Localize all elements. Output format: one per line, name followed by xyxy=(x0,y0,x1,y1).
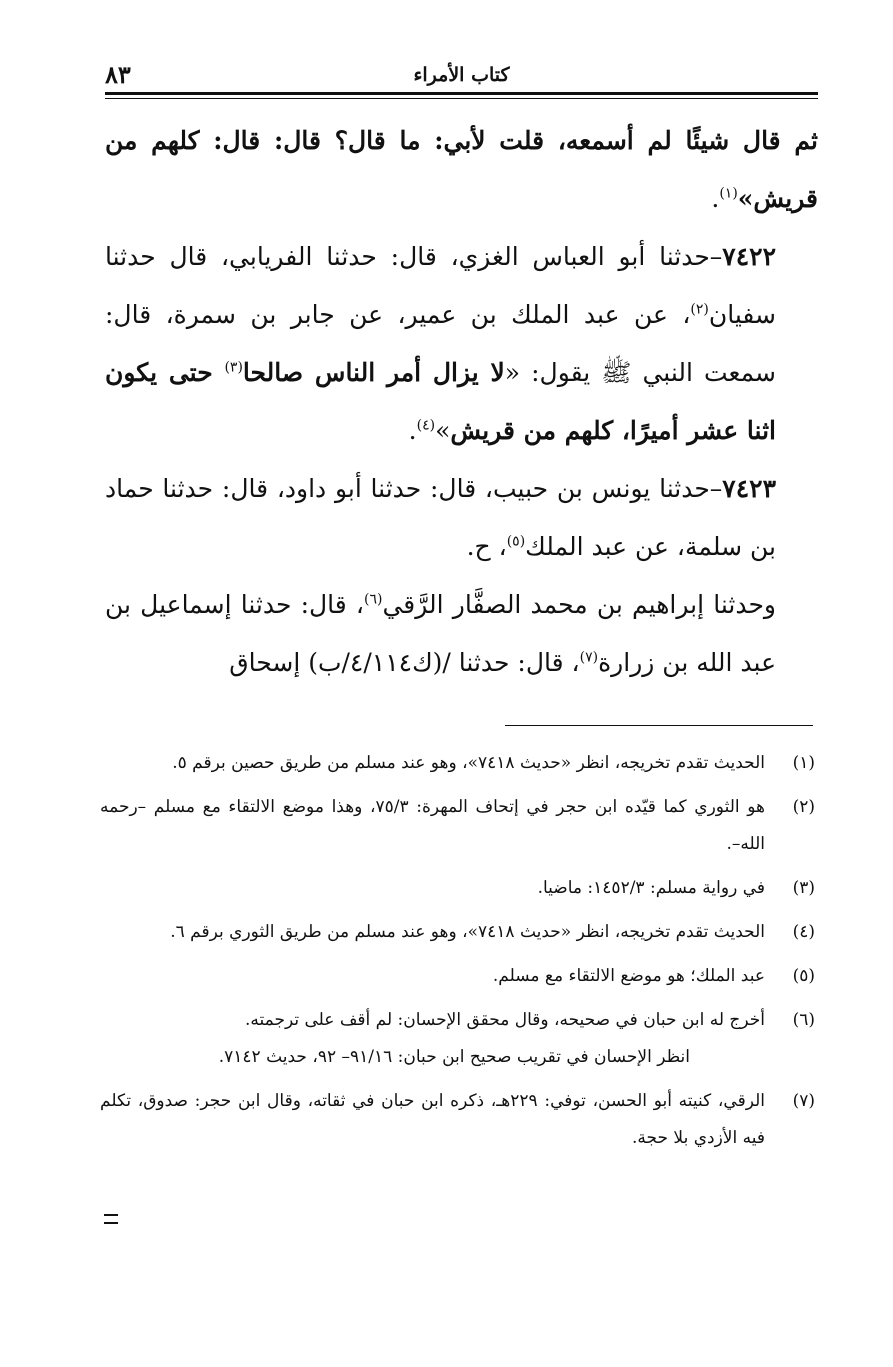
footnote xyxy=(100,914,815,951)
footnote xyxy=(100,1083,815,1157)
isnad-text: ، قال: حدثنا إسماعيل بن عبد الله بن زرارة xyxy=(105,590,776,677)
hadith-number: ٧٤٢٢ xyxy=(722,242,776,271)
footnote-text: الحديث تقدم تخريجه، انظر «حديث ٧٤١٨»، وهو عند مسلم من طريق الثوري برقم ٦. xyxy=(170,922,765,942)
footnote xyxy=(100,870,815,907)
footnote xyxy=(100,1002,815,1076)
hadith-number: ٧٤٢٣ xyxy=(722,474,776,503)
footnote-number: (٦) xyxy=(792,1010,815,1030)
footnote-text: عبد الملك؛ هو موضع الالتقاء مع مسلم. xyxy=(492,966,765,986)
isnad-text: –حدثنا أبو العباس الغزي، قال: حدثنا الفريابي، قال حدثنا سفيان xyxy=(105,242,776,329)
footnote-ref-5: (٥) xyxy=(506,533,526,550)
footnote-text: أخرج له ابن حبان في صحيحه، وقال محقق الإحسان: لم أقف على ترجمته. xyxy=(244,1010,765,1030)
footnote-number: (٢) xyxy=(792,797,815,817)
footnote-continuation: انظر الإحسان في تقريب صحيح ابن حبان: ٩١/١٦– ٩٢، حديث ٧١٤٢. xyxy=(218,1047,690,1067)
hadith-7423 xyxy=(105,460,818,576)
quote-bold: ثم قال شيئًا لم أسمعه، قلت لأبي: ما قال؟ قال: قال: كلهم من قريش» xyxy=(105,126,818,213)
footnote xyxy=(100,789,815,863)
footnote-number: (٣) xyxy=(792,878,815,898)
footnotes xyxy=(100,745,815,1164)
period: . xyxy=(711,184,720,213)
footnote-separator xyxy=(505,725,813,726)
page-number: ٨٣ xyxy=(105,60,131,89)
footnote-number: (٧) xyxy=(792,1091,815,1111)
hadith-7422 xyxy=(105,228,818,460)
isnad-text: ، قال: حدثنا /(ك٤/١١٤/ب) إسحاق xyxy=(229,648,580,677)
isnad-text: ، عن عبد الملك بن عمير، عن جابر بن سمرة، قال: سمعت النبي ﷺ يقول: « xyxy=(105,300,776,387)
main-text xyxy=(105,112,818,692)
footnote-ref-7: (٧) xyxy=(579,649,599,666)
period: . xyxy=(408,416,417,445)
footnote-text: في رواية مسلم: ١٤٥٢/٣: ماضيا. xyxy=(537,878,765,898)
isnad-text: –حدثنا يونس بن حبيب، قال: حدثنا أبو داود، قال: حدثنا حماد بن سلمة، عن عبد الملك xyxy=(105,474,776,561)
footnote-text: الحديث تقدم تخريجه، انظر «حديث ٧٤١٨»، وهو عند مسلم من طريق حصين برقم ٥. xyxy=(172,753,765,773)
page-header xyxy=(105,60,818,90)
isnad-text: وحدثنا إبراهيم بن محمد الصفَّار الرَّقي xyxy=(382,590,776,619)
footnote-ref-6: (٦) xyxy=(364,591,383,608)
footnote-number: (١) xyxy=(792,753,815,773)
footnote xyxy=(100,745,815,782)
footnote-number: (٥) xyxy=(792,966,815,986)
header-rule-thick xyxy=(105,92,818,95)
footnote-number: (٤) xyxy=(792,922,815,942)
matn-bold: لا يزال أمر الناس صالحا xyxy=(242,358,505,387)
matn-bold: حتى يكون اثنا عشر أميرًا، كلهم من قريش xyxy=(105,358,776,445)
footnote-text: هو الثوري كما قيّده ابن حجر في إتحاف المهرة: ٧٥/٣، وهذا موضع الالتقاء مع مسلم –رحمه الله–. xyxy=(100,797,766,854)
quote-close: » xyxy=(435,416,451,445)
page-end-mark xyxy=(104,1214,118,1224)
paragraph-continuation xyxy=(105,112,818,228)
footnote-ref-1: (١) xyxy=(719,185,738,202)
footnote-ref-4: (٤) xyxy=(416,417,436,434)
header-rule-thin xyxy=(105,98,818,99)
footnote-ref-3: (٣) xyxy=(224,359,243,376)
footnote-text: الرقي، كنيته أبو الحسن، توفي: ٢٢٩هـ، ذكره ابن حبان في ثقاته، وقال ابن حجر: صدوق، تكلم فيه الأزدي بلا حجة. xyxy=(100,1091,765,1148)
running-title: كتاب الأمراء xyxy=(413,64,510,86)
footnote-ref-2: (٢) xyxy=(690,301,709,318)
footnote xyxy=(100,958,815,995)
isnad-text: ، ح. xyxy=(466,532,507,561)
isnad-paragraph xyxy=(105,576,818,692)
